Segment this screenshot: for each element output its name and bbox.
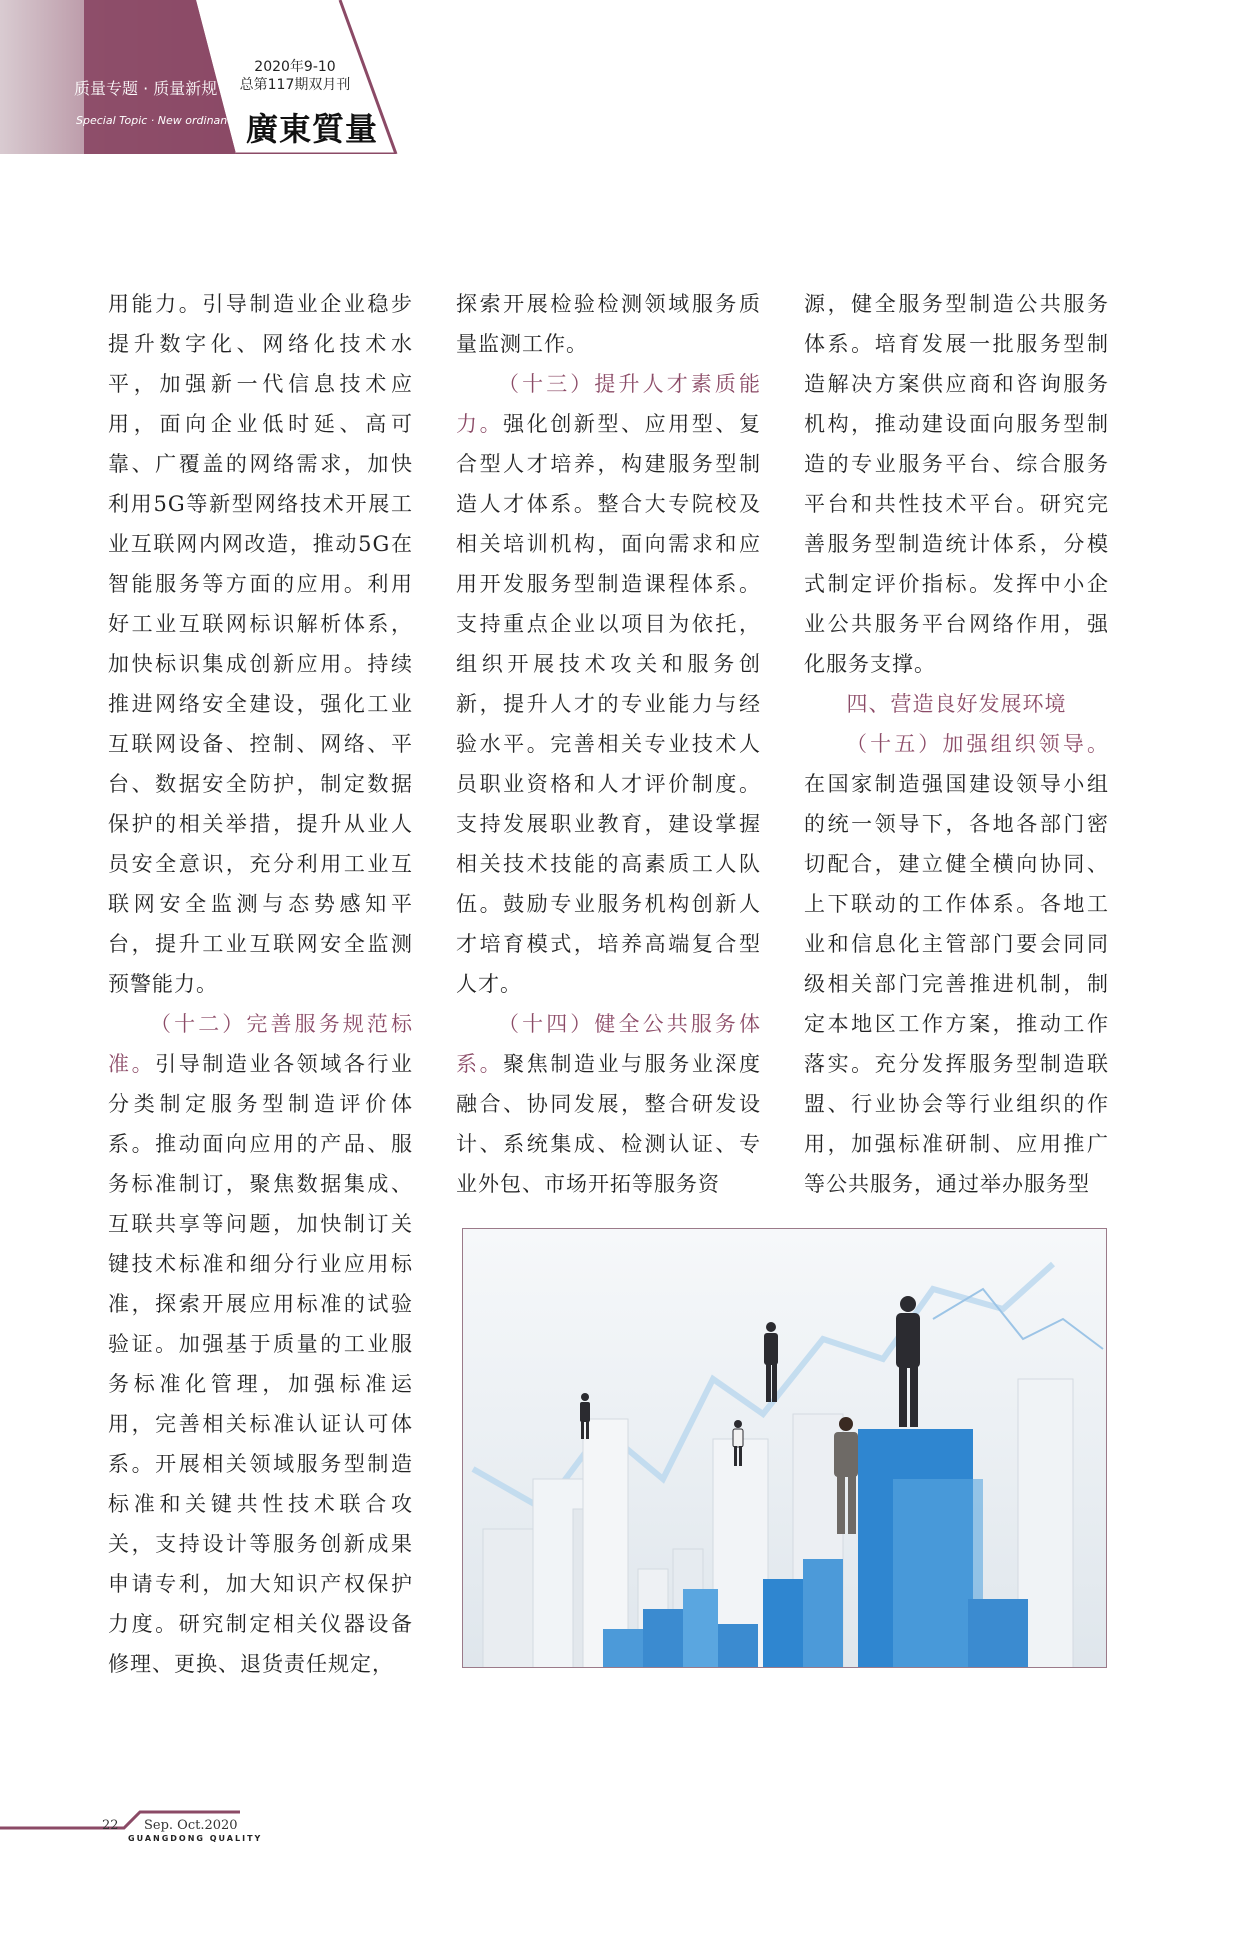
- footer-issue-date: Sep. Oct.2020: [144, 1818, 238, 1833]
- photo-illustration: [463, 1229, 1107, 1668]
- paragraph: [804, 724, 1109, 1204]
- paragraph: [804, 284, 1109, 684]
- paragraph-text: 源，健全服务型制造公共服务体系。培育发展一批服务型制造解决方案供应商和咨询服务机构，推动建设面向服务型制造的专业服务平台、综合服务平台和共性技术平台。研究完善服务型制造统计体系，分模式制定评价指标。发挥中小企业公共服务平台网络作用，强化服务支撑。: [804, 292, 1109, 676]
- section-title: 质量专题 · 质量新规: [74, 79, 218, 98]
- magazine-title: 廣東質量: [246, 110, 379, 148]
- paragraph-lead: （十三）提升人才素质能力。: [456, 372, 761, 436]
- paragraph-text: 探索开展检验检测领域服务质量监测工作。: [456, 292, 761, 356]
- paragraph: [108, 1004, 413, 1684]
- paragraph-text: 用能力。引导制造业企业稳步提升数字化、网络化技术水平，加强新一代信息技术应用，面向企业低时延、高可靠、广覆盖的网络需求，加快利用5G等新型网络技术开展工业互联网内网改造，推动5G在智能服务等方面的应用。利用好工业互联网标识解析体系，加快标识集成创新应用。持续推进网络安全建设，强化工业互联网设备、控制、网络、平台、数据安全防护，制定数据保护的相关举措，提升从业人员安全意识，充分利用工业互联网安全监测与态势感知平台，提升工业互联网安全监测预警能力。: [108, 292, 413, 996]
- page-number: 22: [102, 1818, 119, 1833]
- paragraph-lead: （十四）健全公共服务体系。: [456, 1012, 761, 1076]
- footer-magazine-name: GUANGDONG QUALITY: [128, 1834, 263, 1843]
- text-column-3: [804, 284, 1109, 1204]
- paragraph-text: 引导制造业各领域各行业分类制定服务型制造评价体系。推动面向应用的产品、服务标准制订，聚焦数据集成、互联共享等问题，加快制订关键技术标准和细分行业应用标准，探索开展应用标准的试验验证。加强基于质量的工业服务标准化管理，加强标准运用，完善相关标准认证认可体系。开展相关领域服务型制造标准和关键共性技术联合攻关，支持设计等服务创新成果申请专利，加大知识产权保护力度。研究制定相关仪器设备修理、更换、退货责任规定，: [108, 1052, 414, 1676]
- section-heading: 四、营造良好发展环境: [846, 692, 1067, 716]
- paragraph: [456, 1004, 761, 1204]
- text-column-2: [456, 284, 761, 1204]
- section-subtitle: Special Topic · New ordinances: [76, 114, 246, 127]
- paragraph: [456, 364, 761, 1004]
- issue-number: 总第117期双月刊: [239, 77, 351, 93]
- paragraph-text: 强化创新型、应用型、复合型人才培养，构建服务型制造人才体系。整合大专院校及相关培训机构，面向需求和应用开发服务型制造课程体系。支持重点企业以项目为依托，组织开展技术攻关和服务创新，提升人才的专业能力与经验水平。完善相关专业技术人员职业资格和人才评价制度。支持发展职业教育，建设掌握相关技术技能的高素质工人队伍。鼓励专业服务机构创新人才培育模式，培养高端复合型人才。: [456, 412, 762, 996]
- paragraph: [456, 284, 761, 364]
- paragraph: [108, 284, 413, 1004]
- issue-date: 2020年9-10: [254, 59, 336, 75]
- issue-info: [236, 58, 354, 94]
- paragraph-text: 在国家制造强国建设领导小组的统一领导下，各地各部门密切配合，建立健全横向协同、上下联动的工作体系。各地工业和信息化主管部门要会同同级相关部门完善推进机制，制定本地区工作方案，推动工作落实。充分发挥服务型制造联盟、行业协会等行业组织的作用，加强标准研制、应用推广等公共服务，通过举办服务型: [804, 772, 1109, 1196]
- paragraph-lead: （十二）完善服务规范标准。: [108, 1012, 413, 1076]
- paragraph-text: 聚焦制造业与服务业深度融合、协同发展，整合研发设计、系统集成、检测认证、专业外包、市场开拓等服务资: [456, 1052, 762, 1196]
- paragraph-lead: （十五）加强组织领导。: [846, 732, 1109, 756]
- business-people-on-bar-chart-photo: [462, 1228, 1107, 1668]
- text-column-1: [108, 284, 413, 1684]
